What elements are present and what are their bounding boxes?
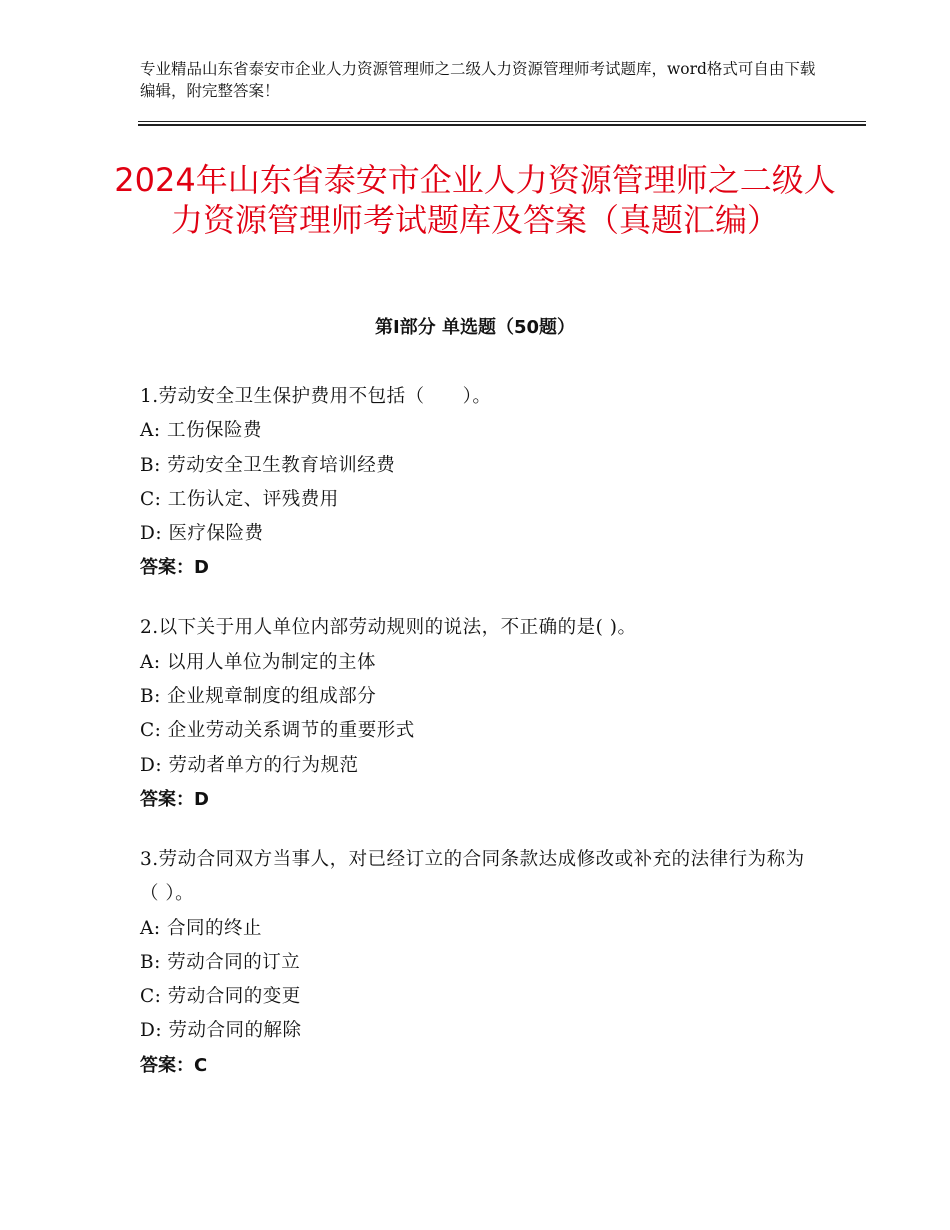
header-divider-thick (138, 124, 866, 126)
header-note: 专业精品山东省泰安市企业人力资源管理师之二级人力资源管理师考试题库，word格式可自由下载编辑，附完整答案！ (140, 60, 816, 100)
option-d: D: 劳动者单方的行为规范 (140, 754, 359, 776)
question-2 (140, 611, 820, 816)
question-1 (140, 380, 820, 585)
section-title: 第Ⅰ部分 单选题（50题） (374, 317, 575, 338)
answer: 答案：D (140, 557, 209, 579)
option-d: D: 医疗保险费 (140, 523, 264, 545)
option-a: A: 合同的终止 (140, 917, 262, 939)
answer: 答案：D (140, 788, 209, 810)
option-b: B: 企业规章制度的组成部分 (140, 686, 377, 708)
option-a: A: 以用人单位为制定的主体 (140, 651, 376, 673)
answer: 答案：C (140, 1054, 208, 1076)
option-a: A: 工伤保险费 (140, 420, 262, 442)
option-c: C: 工伤认定、评残费用 (140, 488, 339, 510)
document-title: 2024年山东省泰安市企业人力资源管理师之二级人力资源管理师考试题库及答案（真题汇编） (114, 161, 836, 239)
question-stem: 3.劳动合同双方当事人，对已经订立的合同条款达成修改或补充的法律行为称为（ ）。 (140, 848, 805, 905)
option-c: C: 劳动合同的变更 (140, 986, 301, 1008)
question-stem: 1.劳动安全卫生保护费用不包括（ ）。 (140, 386, 492, 407)
option-b: B: 劳动合同的订立 (140, 951, 301, 973)
header-divider-thin (138, 121, 866, 122)
option-d: D: 劳动合同的解除 (140, 1020, 302, 1042)
option-c: C: 企业劳动关系调节的重要形式 (140, 720, 415, 742)
question-3 (140, 843, 820, 1083)
question-stem: 2.以下关于用人单位内部劳动规则的说法，不正确的是( )。 (140, 617, 637, 639)
question-list (140, 380, 820, 1109)
option-b: B: 劳动安全卫生教育培训经费 (140, 454, 396, 476)
